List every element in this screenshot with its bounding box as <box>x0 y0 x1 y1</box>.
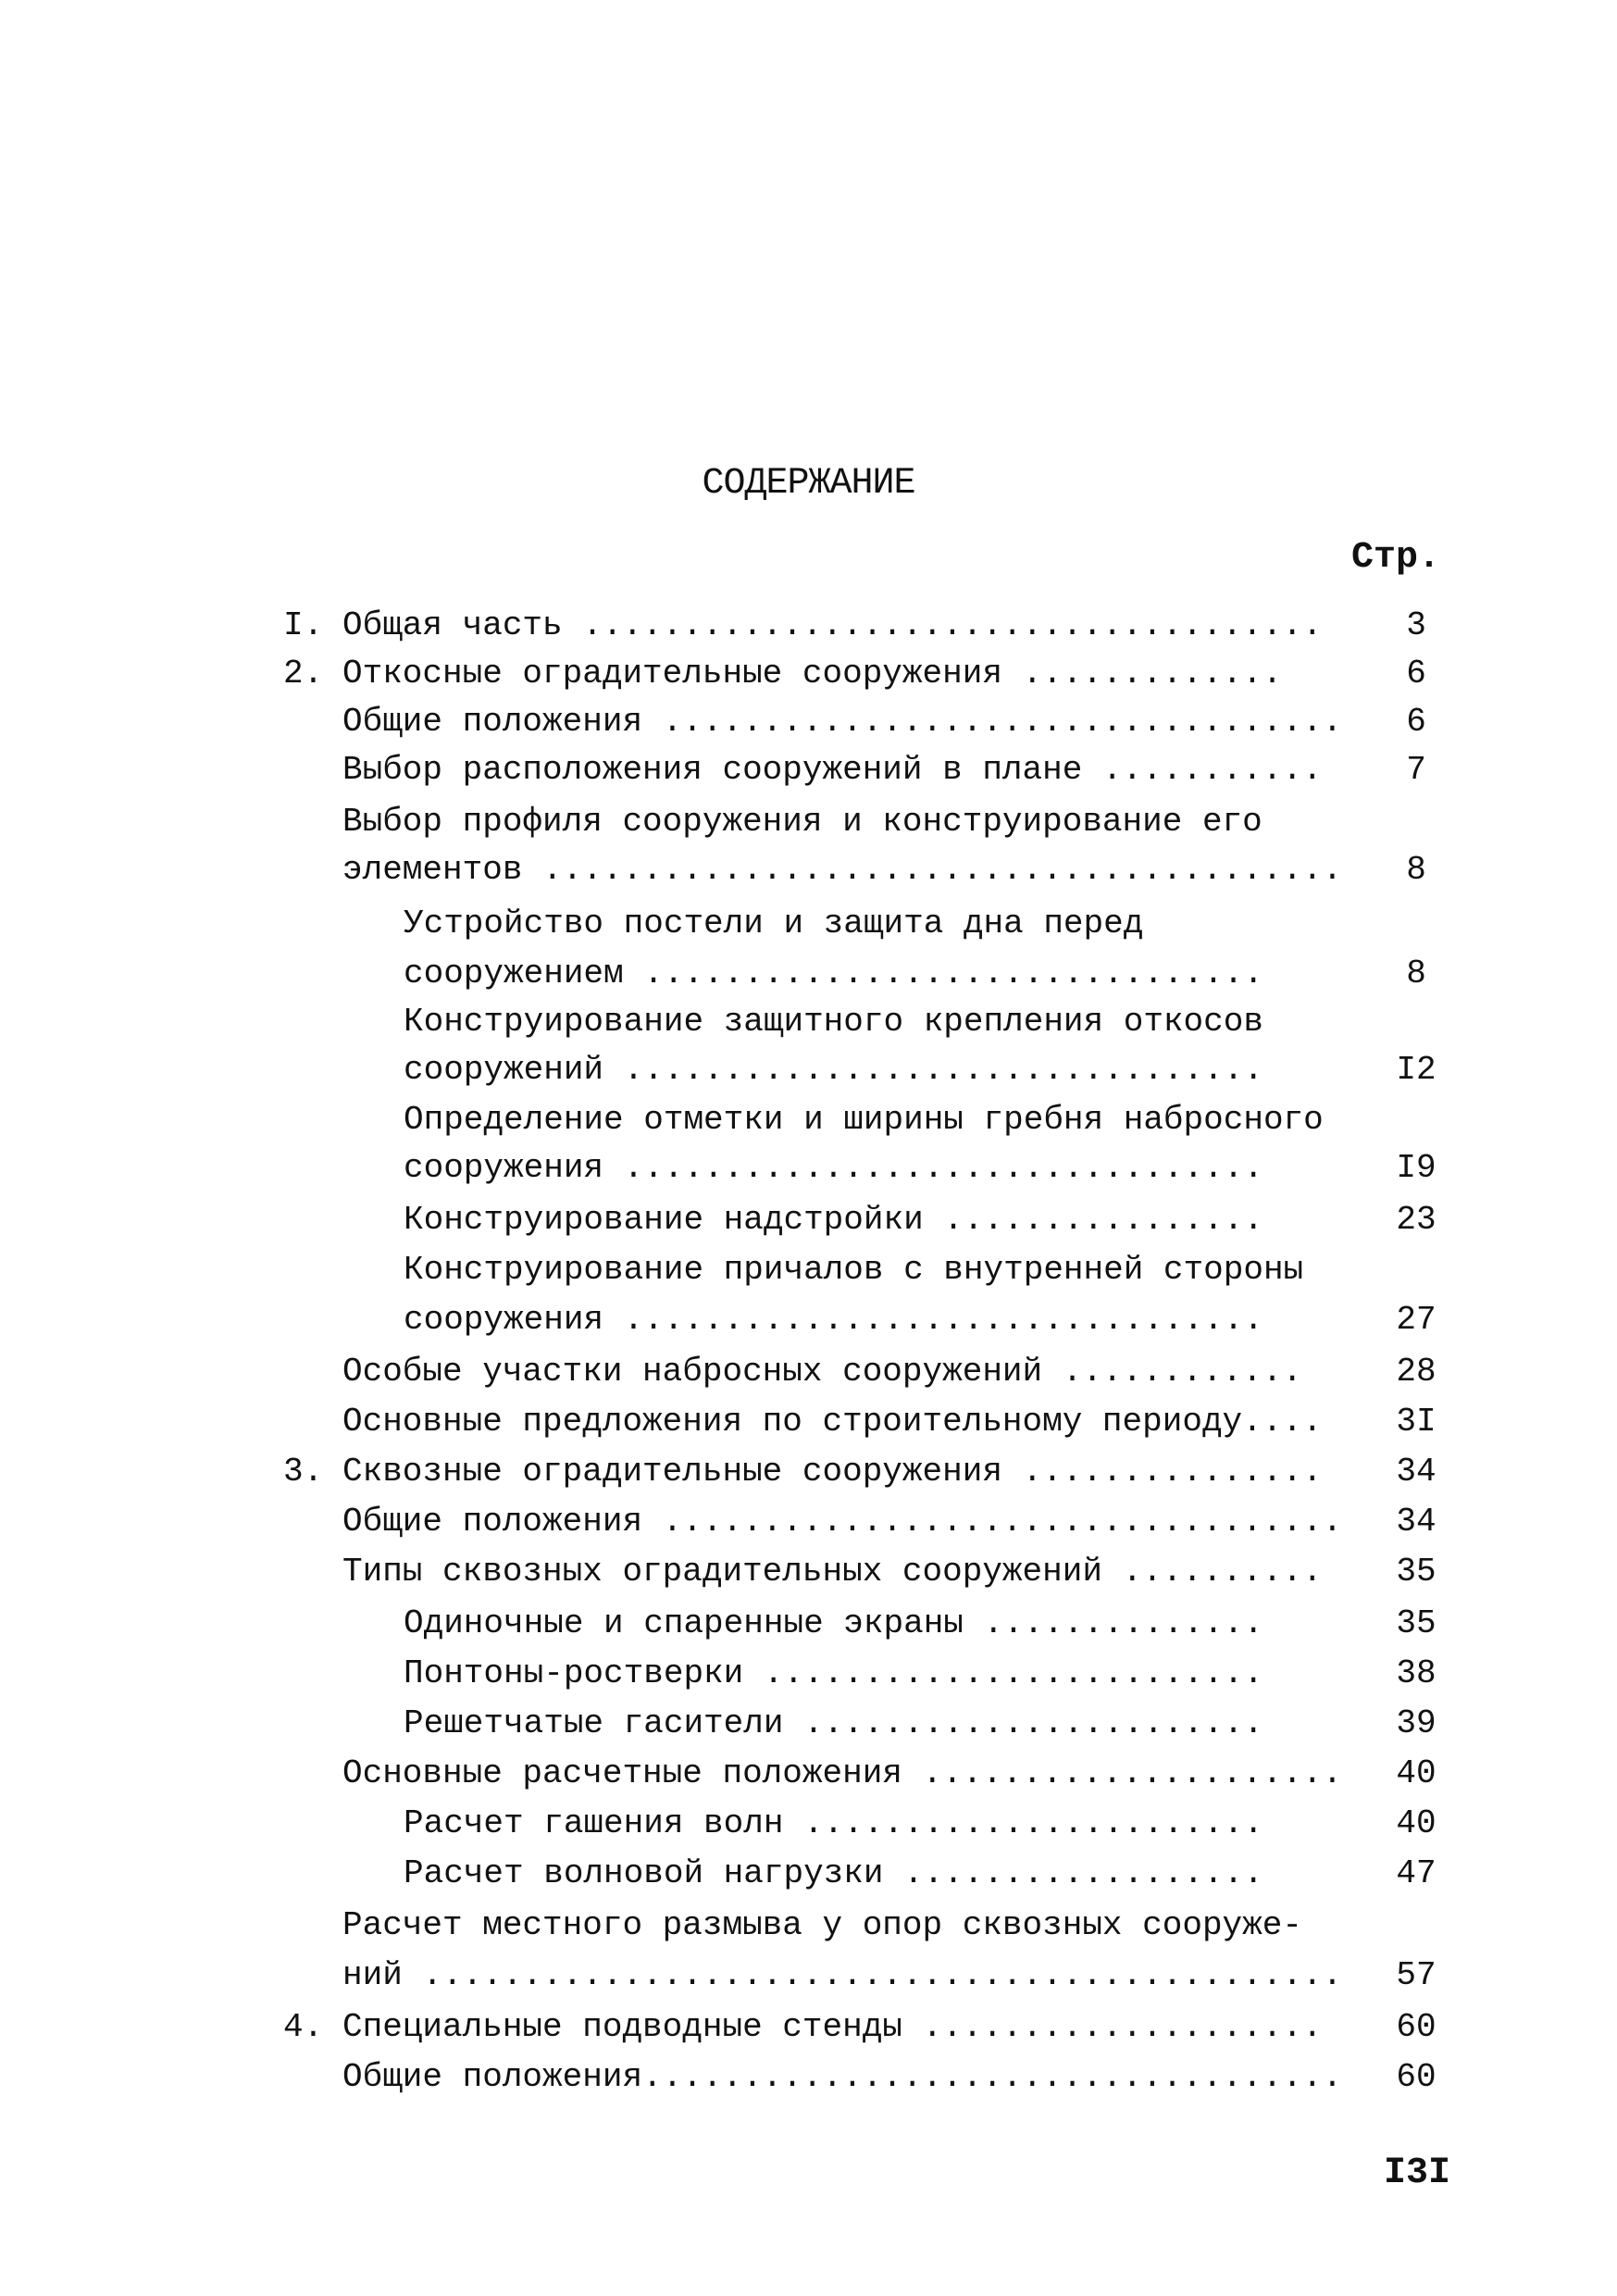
toc-entry <box>0 698 1617 746</box>
toc-entry-title: сооружения ................................ <box>404 1301 1263 1339</box>
toc-entry-title: Определение отметки и ширины гребня набросного <box>404 1101 1324 1139</box>
toc-entry-title: Конструирование причалов с внутренней стороны <box>404 1251 1304 1289</box>
toc-entry <box>0 2003 1617 2052</box>
toc-entry <box>0 1196 1617 1244</box>
page-title: СОДЕРЖАНИЕ <box>702 463 915 505</box>
toc-entry <box>0 1650 1617 1698</box>
toc-entry-number: 3. <box>283 1453 324 1491</box>
toc-entry-page: 35 <box>1396 1553 1437 1591</box>
toc-entry-title: ний .............................................. <box>342 1956 1343 1994</box>
toc-entry-title: Специальные подводные стенды .................... <box>342 2008 1323 2046</box>
toc-entry <box>0 1046 1617 1094</box>
toc-entry-title: Выбор расположения сооружений в плане ........... <box>342 751 1323 789</box>
toc-entry-title: Основные расчетные положения ..................... <box>342 1754 1343 1792</box>
toc-entry-title: Общие положения .................................. <box>342 1503 1343 1541</box>
toc-entry <box>0 998 1617 1046</box>
toc-entry-page: 7 <box>1406 751 1426 789</box>
toc-entry-page: 34 <box>1396 1503 1437 1541</box>
toc-entry-page: 6 <box>1406 703 1426 741</box>
toc-entry-page: 47 <box>1396 1854 1437 1892</box>
toc-entry-number: I. <box>283 606 324 644</box>
toc-entry <box>0 1600 1617 1648</box>
toc-entry-title: сооружения ................................ <box>404 1149 1263 1187</box>
toc-entry-title: Понтоны-ростверки ......................... <box>404 1654 1263 1692</box>
toc-entry-title: Сквозные оградительные сооружения ............... <box>342 1453 1323 1491</box>
toc-entry-title: Устройство постели и защита дна перед <box>404 905 1144 942</box>
toc-entry-page: I2 <box>1396 1051 1437 1089</box>
toc-entry-page: I9 <box>1396 1149 1437 1187</box>
toc-entry-title: Выбор профиля сооружения и конструирование его <box>342 803 1263 841</box>
toc-entry-page: 3I <box>1396 1403 1437 1441</box>
toc-entry <box>0 602 1617 650</box>
toc-entry <box>0 1548 1617 1596</box>
toc-entry-page: 8 <box>1406 851 1426 889</box>
toc-entry-title: Общие положения................................... <box>342 2058 1343 2096</box>
toc-entry-page: 8 <box>1406 955 1426 992</box>
toc-entry <box>0 950 1617 998</box>
toc-entry-page: 38 <box>1396 1654 1437 1692</box>
toc-entry <box>0 1952 1617 2000</box>
toc-entry-title: Расчет волновой нагрузки .................. <box>404 1854 1263 1892</box>
toc-entry <box>0 2053 1617 2102</box>
toc-entry <box>0 1700 1617 1748</box>
toc-entry-title: Конструирование надстройки ................ <box>404 1201 1263 1239</box>
toc-entry <box>0 1448 1617 1496</box>
toc-entry-title: Общие положения .................................. <box>342 703 1343 741</box>
toc-entry <box>0 1348 1617 1396</box>
toc-entry <box>0 798 1617 846</box>
toc-entry <box>0 1398 1617 1446</box>
toc-entry-title: сооружений ................................ <box>404 1051 1263 1089</box>
toc-entry-page: 34 <box>1396 1453 1437 1491</box>
toc-entry-title: сооружением ............................... <box>404 955 1263 992</box>
toc-entry-title: Особые участки набросных сооружений ............ <box>342 1353 1302 1391</box>
toc-entry-page: 57 <box>1396 1956 1437 1994</box>
toc-entry-title: Откосные оградительные сооружения ............. <box>342 655 1283 693</box>
toc-entry-title: Расчет гашения волн ....................... <box>404 1804 1263 1842</box>
toc-entry-title: Расчет местного размыва у опор сквозных сооруже- <box>342 1906 1302 1944</box>
toc-entry-page: 40 <box>1396 1754 1437 1792</box>
toc-entry <box>0 1246 1617 1294</box>
toc-entry-title: Решетчатые гасители ....................... <box>404 1704 1263 1742</box>
toc-entry-page: 60 <box>1396 2058 1437 2096</box>
toc-entry-page: 28 <box>1396 1353 1437 1391</box>
toc-entry-title: Типы сквозных оградительных сооружений .......... <box>342 1553 1323 1591</box>
toc-entry-page: 40 <box>1396 1804 1437 1842</box>
toc-entry-page: 39 <box>1396 1704 1437 1742</box>
page-number: I3I <box>1384 2152 1451 2194</box>
toc-entry-title: Конструирование защитного крепления откосов <box>404 1003 1263 1041</box>
toc-entry <box>0 1096 1617 1144</box>
toc-entry <box>0 650 1617 698</box>
toc-entry <box>0 900 1617 948</box>
toc-entry-page: 60 <box>1396 2008 1437 2046</box>
toc-entry-title: Основные предложения по строительному периоду.... <box>342 1403 1323 1441</box>
toc-entry-page: 3 <box>1406 606 1426 644</box>
toc-entry-title: элементов ........................................ <box>342 851 1343 889</box>
toc-entry <box>0 1800 1617 1848</box>
toc-entry <box>0 1902 1617 1950</box>
toc-entry-page: 23 <box>1396 1201 1437 1239</box>
toc-entry <box>0 1850 1617 1898</box>
toc-entry <box>0 1498 1617 1546</box>
toc-entry-page: 6 <box>1406 655 1426 693</box>
toc-entry <box>0 846 1617 894</box>
toc-entry-page: 27 <box>1396 1301 1437 1339</box>
toc-entry <box>0 1144 1617 1192</box>
toc-entry-page: 35 <box>1396 1604 1437 1642</box>
toc-entry-number: 2. <box>283 655 324 693</box>
toc-entry-number: 4. <box>283 2008 324 2046</box>
toc-entry-title: Одиночные и спаренные экраны .............. <box>404 1604 1263 1642</box>
toc-entry-title: Общая часть ..................................... <box>342 606 1323 644</box>
page-column-header: Стр. <box>1351 537 1441 579</box>
toc-entry <box>0 1296 1617 1344</box>
toc-entry <box>0 746 1617 794</box>
toc-entry <box>0 1750 1617 1798</box>
